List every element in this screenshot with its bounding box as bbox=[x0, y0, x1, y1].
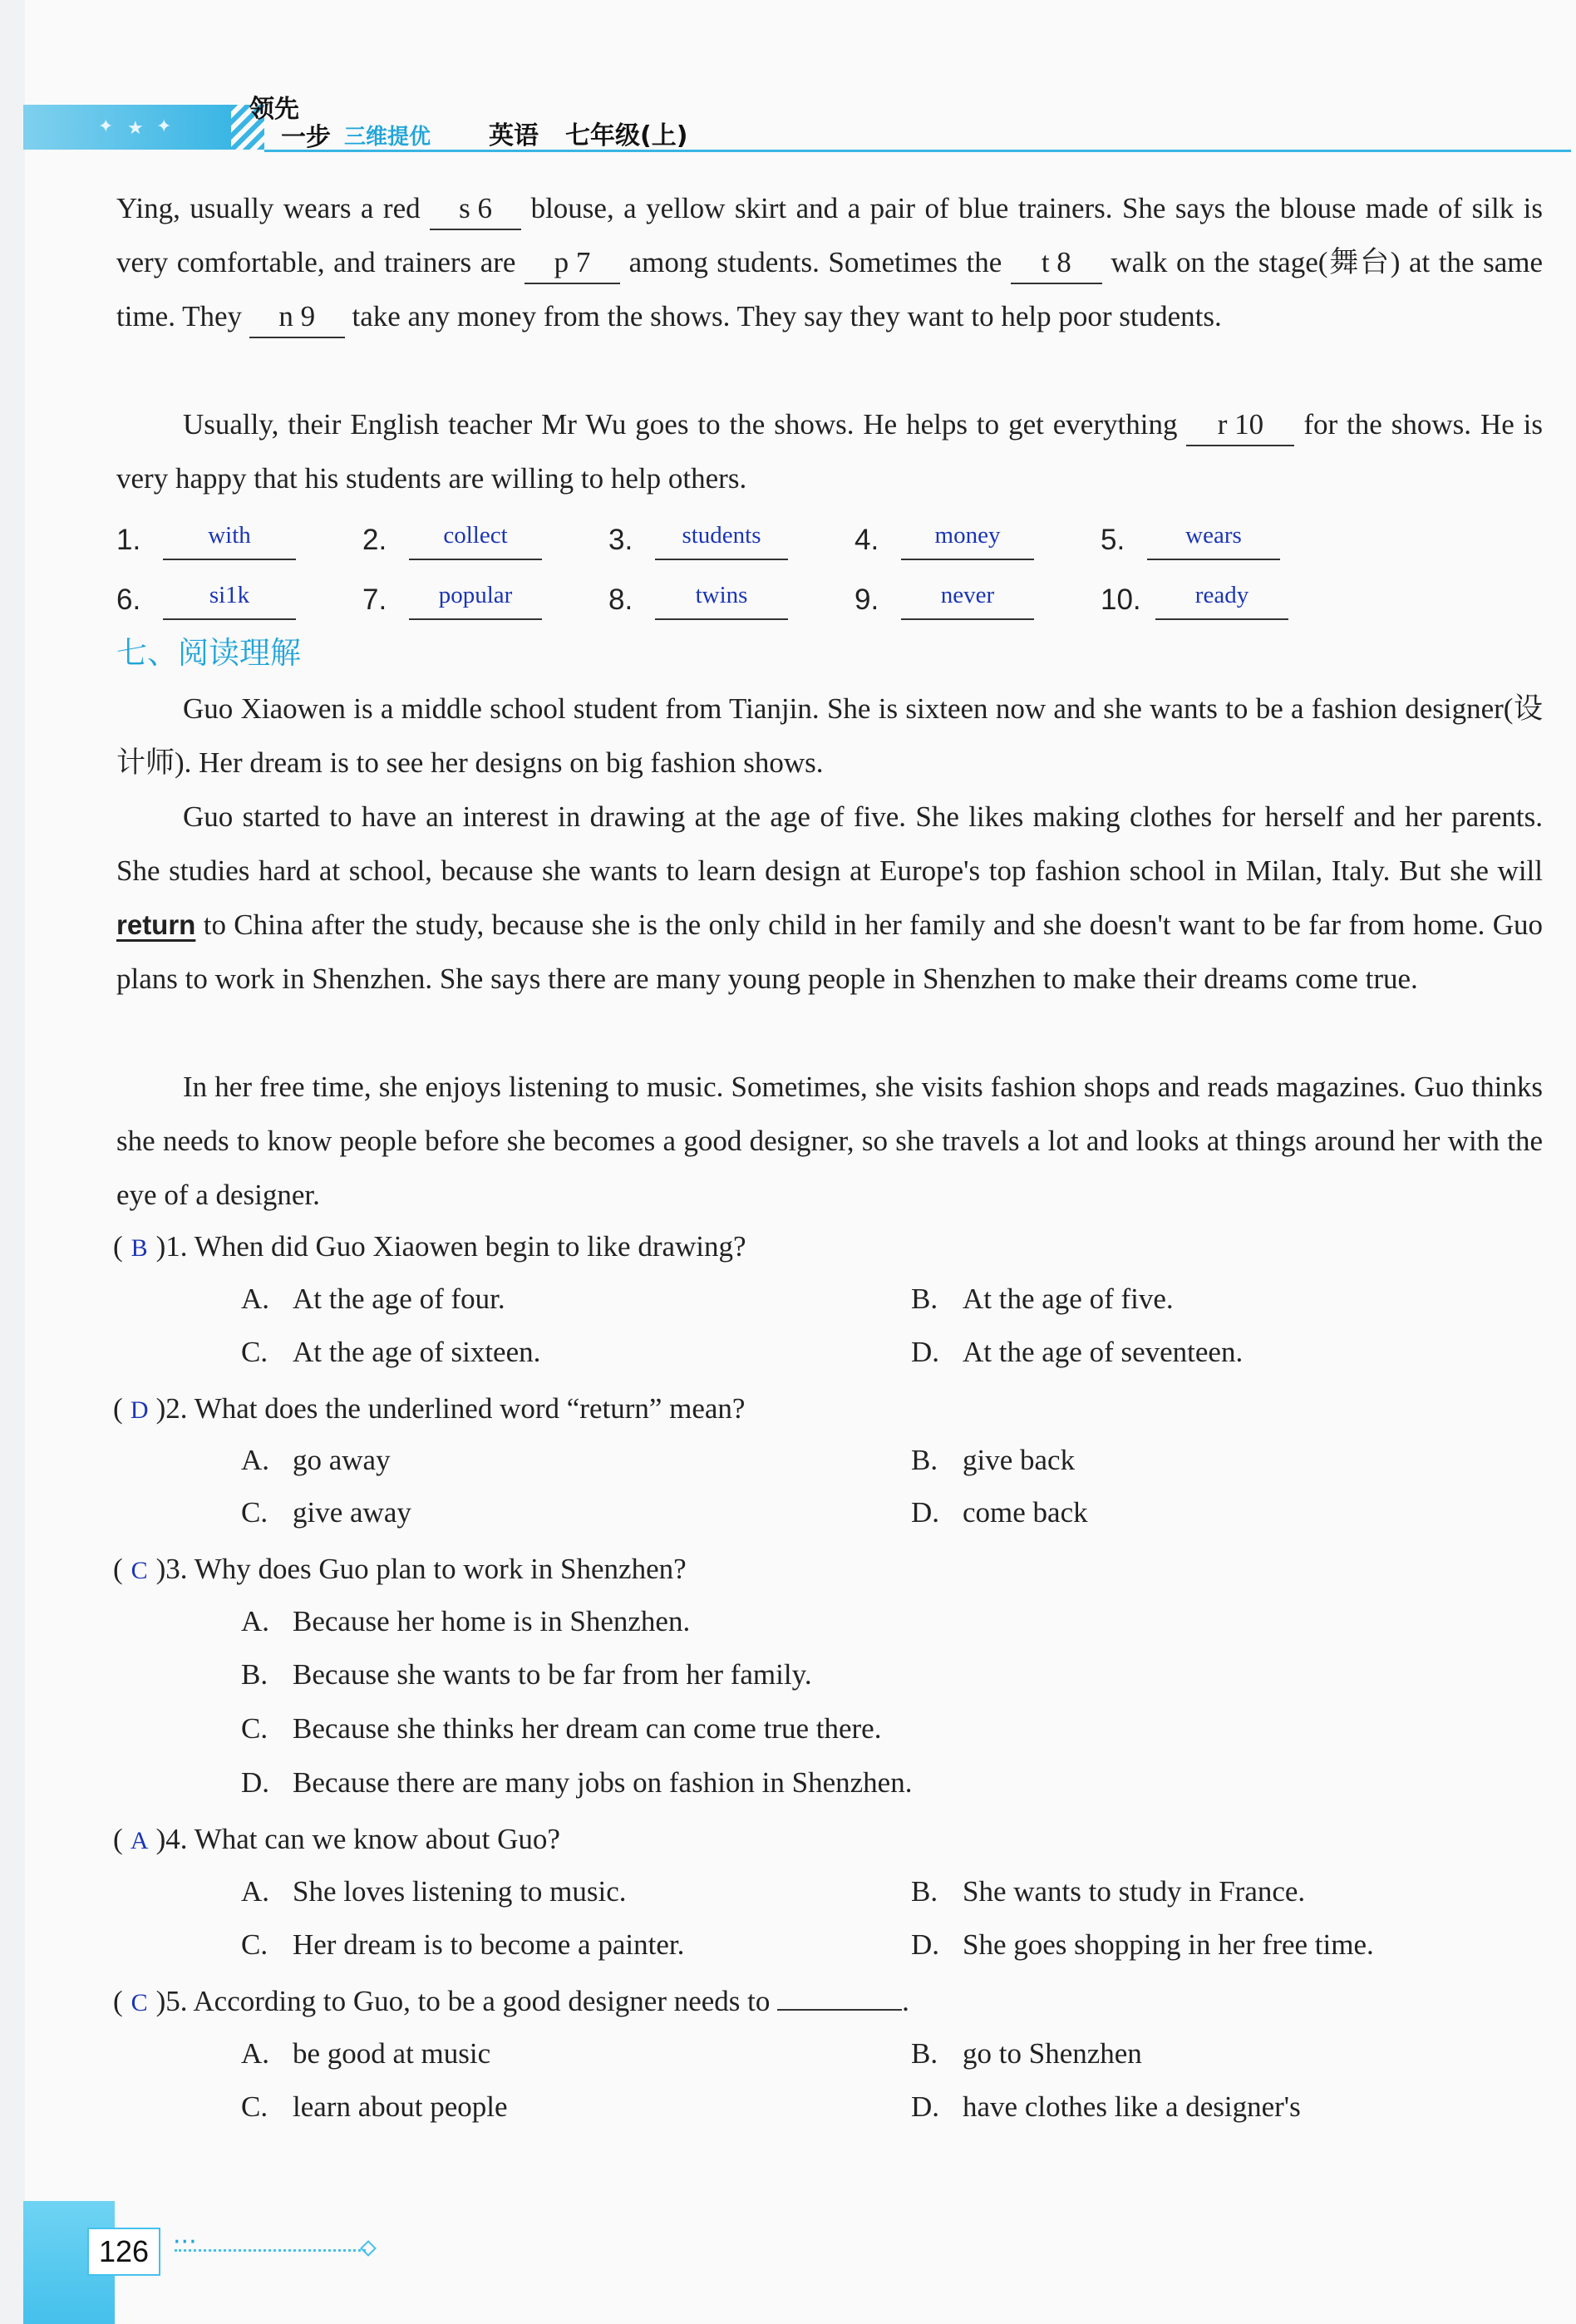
option-text: She wants to study in France. bbox=[963, 1875, 1306, 1908]
reading-paragraph-3: In her free time, she enjoys listening to music. Sometimes, she visits fashion shops and reads magazines. Guo thinks she needs to know people before she becomes a good designer, so she travels a lot and looks at things around her with the eye of a designer. bbox=[116, 1071, 1543, 1211]
answer-line bbox=[409, 517, 542, 560]
question-text: Why does Guo plan to work in Shenzhen? bbox=[194, 1553, 687, 1585]
answer-line bbox=[409, 577, 542, 620]
option-text: Because she thinks her dream can come true there. bbox=[293, 1712, 882, 1745]
question-text: When did Guo Xiaowen begin to like drawing? bbox=[194, 1230, 746, 1263]
option-c bbox=[241, 2082, 508, 2132]
option-b bbox=[911, 1274, 1174, 1324]
answer-word: twins bbox=[695, 582, 748, 608]
option-letter: C. bbox=[241, 1712, 268, 1745]
option-letter: D. bbox=[911, 1928, 940, 1961]
option-d bbox=[911, 1488, 1088, 1538]
option-a bbox=[241, 1597, 690, 1647]
question-number: )5. bbox=[155, 1985, 188, 2017]
text-span: to China after the study, because she is the only child in her family and she doesn't want to be far from home. Guo plans to work in Shenzhen. She says there are many young people in Shenzhen to make their dreams come true. bbox=[116, 908, 1543, 995]
question-4 bbox=[113, 1814, 560, 1864]
option-letter: A. bbox=[241, 1444, 270, 1476]
question-text: What can we know about Guo? bbox=[194, 1823, 560, 1855]
option-c bbox=[241, 1488, 411, 1538]
answer-line bbox=[901, 517, 1034, 560]
answer-word: ready bbox=[1194, 582, 1249, 608]
answer-line bbox=[1147, 517, 1280, 560]
option-text: At the age of seventeen. bbox=[963, 1336, 1244, 1368]
option-letter: C. bbox=[241, 1496, 268, 1529]
ellipsis-icon: ··· bbox=[173, 2228, 197, 2257]
paren: ( bbox=[113, 1392, 123, 1425]
reading-paragraph-2 bbox=[116, 790, 1543, 1006]
option-text: At the age of four. bbox=[293, 1283, 505, 1315]
series-name: 三维提优 bbox=[344, 125, 431, 150]
option-d bbox=[911, 1920, 1374, 1970]
option-letter: A. bbox=[241, 1283, 270, 1315]
question-period: . bbox=[902, 1985, 909, 2017]
answer-letter: C bbox=[131, 1989, 148, 2016]
answer-line bbox=[655, 577, 788, 620]
answer-letter: A bbox=[130, 1827, 149, 1854]
answer-number: 1. bbox=[116, 524, 141, 556]
answer-number: 10. bbox=[1101, 583, 1141, 616]
question-1 bbox=[113, 1222, 746, 1272]
diamond-icon bbox=[360, 2240, 377, 2257]
option-c bbox=[241, 1920, 684, 1970]
text-span: among students. Sometimes the bbox=[628, 246, 1002, 278]
header-rule bbox=[264, 150, 1571, 152]
option-text: give away bbox=[293, 1496, 411, 1529]
option-text: learn about people bbox=[293, 2090, 508, 2123]
option-text: She loves listening to music. bbox=[293, 1875, 627, 1908]
answer-line bbox=[163, 577, 296, 620]
option-text: be good at music bbox=[293, 2037, 491, 2070]
footer-dotted-line bbox=[175, 2249, 366, 2252]
option-text: have clothes like a designer's bbox=[963, 2090, 1301, 2123]
answer-number: 8. bbox=[608, 583, 633, 616]
option-text: Because she wants to be far from her family. bbox=[293, 1658, 812, 1691]
answer-line bbox=[1155, 577, 1288, 620]
option-text: Her dream is to become a painter. bbox=[293, 1928, 685, 1961]
option-letter: B. bbox=[241, 1658, 268, 1691]
answer-line bbox=[655, 517, 788, 560]
option-b bbox=[911, 1867, 1305, 1917]
answer-word: students bbox=[682, 522, 761, 549]
option-text: give back bbox=[963, 1444, 1076, 1476]
option-a bbox=[241, 1435, 391, 1485]
question-blank bbox=[777, 2009, 902, 2011]
cloze-paragraph-2 bbox=[116, 397, 1543, 505]
option-b bbox=[241, 1650, 812, 1700]
question-text: What does the underlined word “return” mean? bbox=[194, 1392, 746, 1425]
option-a bbox=[241, 1274, 505, 1324]
cloze-paragraph-1 bbox=[116, 181, 1543, 343]
paren: ( bbox=[113, 1553, 123, 1585]
option-a bbox=[241, 1867, 627, 1917]
subject: 英语 bbox=[489, 121, 539, 150]
question-3 bbox=[113, 1544, 687, 1594]
option-letter: D. bbox=[911, 2090, 940, 2123]
option-letter: C. bbox=[241, 1928, 268, 1961]
underlined-word: return bbox=[116, 909, 196, 940]
text-span: Guo started to have an interest in drawing at the age of five. She likes making clothes for herself and her parents. She studies hard at school, because she wants to learn design at Europe's top fashion school in Milan, Italy. But she will bbox=[116, 800, 1543, 887]
question-5 bbox=[113, 1977, 909, 2026]
answer-word: collect bbox=[443, 522, 508, 549]
answer-number: 6. bbox=[116, 583, 141, 616]
answer-number: 5. bbox=[1101, 524, 1125, 556]
option-d bbox=[911, 2082, 1301, 2132]
answer-letter: C bbox=[131, 1557, 148, 1584]
question-2 bbox=[113, 1384, 745, 1434]
option-text: go away bbox=[293, 1444, 391, 1476]
answer-number: 9. bbox=[854, 583, 879, 616]
question-text: According to Guo, to be a good designer needs to bbox=[193, 1985, 771, 2017]
answer-line bbox=[163, 517, 296, 560]
brand-top: 领先 bbox=[249, 95, 299, 124]
answer-row-1 bbox=[116, 514, 1446, 564]
option-letter: D. bbox=[241, 1766, 270, 1799]
answer-word: with bbox=[208, 522, 251, 549]
option-letter: D. bbox=[911, 1336, 940, 1368]
cloze-blank-10: r 10 bbox=[1186, 405, 1294, 446]
answer-line bbox=[901, 577, 1034, 620]
cloze-blank-7: p 7 bbox=[525, 243, 620, 284]
option-c bbox=[241, 1327, 540, 1377]
page-header bbox=[23, 95, 1571, 156]
answer-letter: D bbox=[130, 1396, 149, 1424]
text-span: walk on the stage(舞台) at the same time. They bbox=[116, 246, 1544, 332]
question-number: )1. bbox=[155, 1230, 188, 1263]
option-b bbox=[911, 2029, 1142, 2079]
option-letter: B. bbox=[911, 1444, 938, 1476]
option-text: At the age of sixteen. bbox=[293, 1336, 541, 1368]
option-letter: A. bbox=[241, 2037, 270, 2070]
text-span: take any money from the shows. They say they want to help poor students. bbox=[352, 300, 1222, 332]
answer-letter: B bbox=[131, 1234, 148, 1262]
option-letter: A. bbox=[241, 1605, 270, 1637]
option-letter: B. bbox=[911, 1283, 938, 1315]
text-span: Usually, their English teacher Mr Wu goes to the shows. He helps to get everything bbox=[183, 408, 1178, 441]
question-number: )4. bbox=[155, 1823, 188, 1855]
option-b bbox=[911, 1435, 1075, 1485]
answer-word: wears bbox=[1185, 522, 1242, 549]
cloze-blank-9: n 9 bbox=[249, 297, 345, 338]
answer-number: 7. bbox=[362, 583, 387, 616]
option-letter: B. bbox=[911, 2037, 938, 2070]
answer-word: si1k bbox=[209, 582, 250, 608]
option-text: come back bbox=[963, 1496, 1088, 1529]
answer-word: money bbox=[934, 522, 1001, 549]
answer-word: popular bbox=[438, 582, 513, 608]
option-a bbox=[241, 2029, 490, 2079]
answer-word: never bbox=[940, 582, 995, 608]
page-number: 126 bbox=[87, 2228, 160, 2276]
reading-paragraph-1: Guo Xiaowen is a middle school student from Tianjin. She is sixteen now and she wants to be a fashion designer(设计师). Her dream is to see her designs on big fashion shows. bbox=[116, 692, 1543, 779]
option-d bbox=[241, 1758, 912, 1808]
option-letter: D. bbox=[911, 1496, 940, 1529]
text-span: for the shows. He is very happy that his students are willing to help others. bbox=[116, 408, 1544, 495]
text-span: Ying, usually wears a red bbox=[116, 192, 421, 224]
cloze-blank-8: t 8 bbox=[1011, 243, 1102, 284]
option-letter: B. bbox=[911, 1875, 938, 1908]
star-icon: ✦ bbox=[98, 116, 114, 137]
paren: ( bbox=[113, 1985, 123, 2017]
answer-number: 2. bbox=[362, 524, 387, 556]
star-icon: ★ bbox=[127, 118, 144, 139]
paren: ( bbox=[113, 1823, 123, 1855]
star-icon: ✦ bbox=[156, 116, 172, 137]
option-text: Because her home is in Shenzhen. bbox=[293, 1605, 691, 1637]
answer-row-2 bbox=[116, 574, 1446, 623]
page-edge bbox=[0, 0, 25, 2324]
answer-number: 3. bbox=[608, 524, 633, 556]
option-d bbox=[911, 1327, 1243, 1377]
brand-bottom: 一步 bbox=[281, 123, 331, 152]
option-text: At the age of five. bbox=[963, 1283, 1174, 1315]
option-letter: C. bbox=[241, 1336, 268, 1368]
option-letter: C. bbox=[241, 2090, 268, 2123]
question-number: )3. bbox=[155, 1553, 188, 1585]
cloze-blank-6: s 6 bbox=[430, 189, 521, 230]
grade: 七年级(上) bbox=[565, 121, 688, 150]
option-text: She goes shopping in her free time. bbox=[963, 1928, 1374, 1961]
answer-number: 4. bbox=[854, 524, 879, 556]
question-number: )2. bbox=[155, 1392, 188, 1425]
option-text: go to Shenzhen bbox=[963, 2037, 1142, 2070]
paren: ( bbox=[113, 1230, 123, 1263]
option-c bbox=[241, 1704, 881, 1754]
section-title: 七、阅读理解 bbox=[116, 635, 301, 671]
option-letter: A. bbox=[241, 1875, 270, 1908]
text-span: blouse, a yellow skirt and a pair of blue trainers. She says the blouse made of silk is very comfortable, and trainers are bbox=[116, 192, 1543, 278]
option-text: Because there are many jobs on fashion in Shenzhen. bbox=[293, 1766, 913, 1799]
